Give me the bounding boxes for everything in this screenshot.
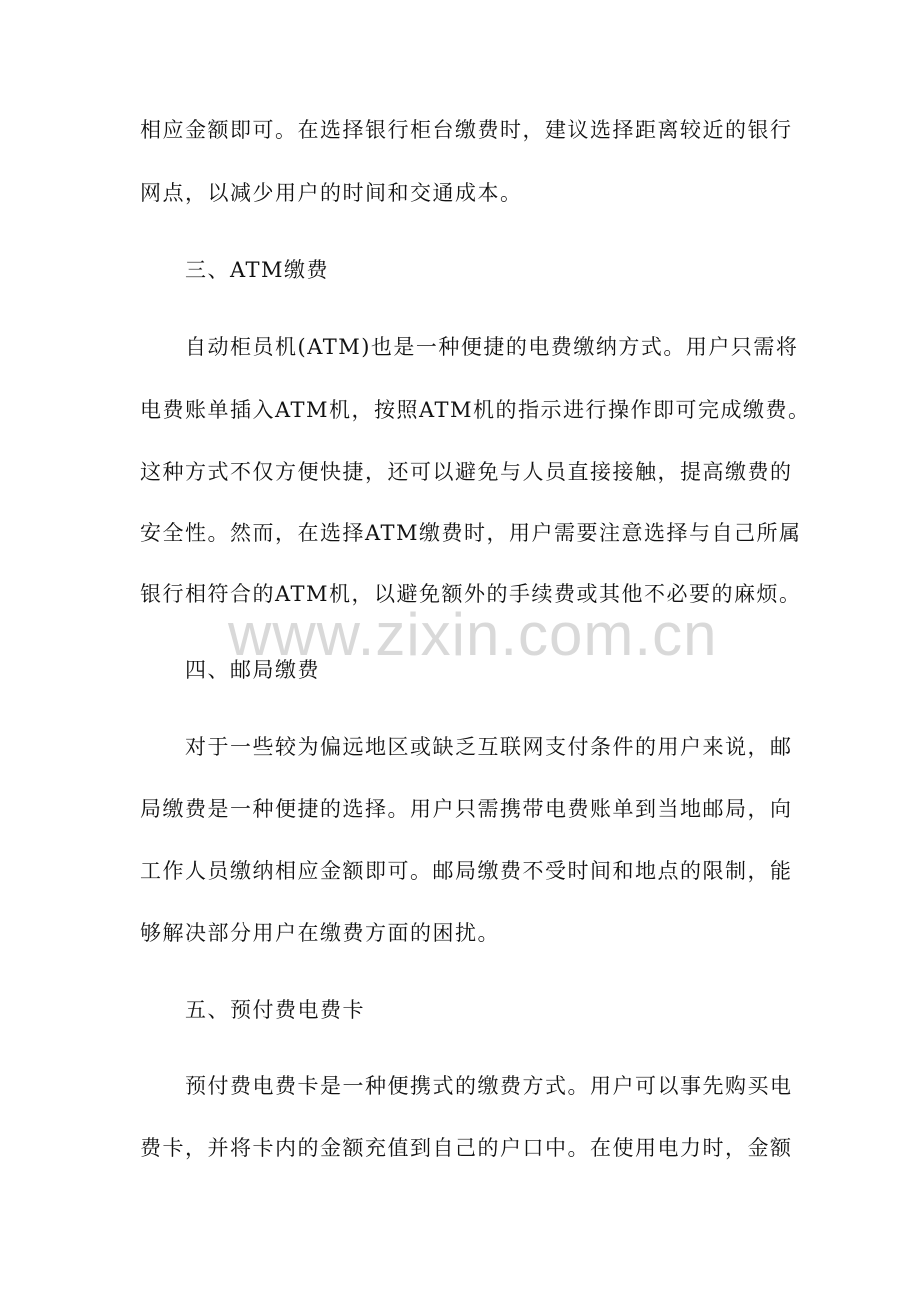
section-heading-prepaid-card: 五、预付费电费卡	[185, 998, 365, 1022]
paragraph-line: 费卡，并将卡内的金额充值到自己的户口中。在使用电力时，金额	[140, 1136, 793, 1160]
paragraph-line: 安全性。然而，在选择ATM缴费时，用户需要注意选择与自己所属	[140, 521, 802, 545]
section-heading-post-office: 四、邮局缴费	[185, 658, 320, 682]
paragraph-line: 银行相符合的ATM机，以避免额外的手续费或其他不必要的麻烦。	[140, 582, 802, 606]
paragraph-line: 够解决部分用户在缴费方面的困扰。	[140, 921, 500, 945]
paragraph-line: 这种方式不仅方便快捷，还可以避免与人员直接接触，提高缴费的	[140, 460, 793, 484]
paragraph-line: 工作人员缴纳相应金额即可。邮局缴费不受时间和地点的限制，能	[140, 859, 793, 883]
watermark: www.zixin.com.cn	[228, 601, 718, 668]
paragraph-line: 电费账单插入ATM机，按照ATM机的指示进行操作即可完成缴费。	[140, 398, 811, 422]
paragraph-line: 网点，以减少用户的时间和交通成本。	[140, 181, 523, 205]
paragraph-line: 对于一些较为偏远地区或缺乏互联网支付条件的用户来说，邮	[185, 735, 793, 759]
paragraph-line: 预付费电费卡是一种便携式的缴费方式。用户可以事先购买电	[185, 1074, 793, 1098]
paragraph-line: 相应金额即可。在选择银行柜台缴费时，建议选择距离较近的银行	[140, 118, 793, 142]
section-heading-atm: 三、ATM缴费	[185, 258, 330, 282]
paragraph-line: 局缴费是一种便捷的选择。用户只需携带电费账单到当地邮局，向	[140, 797, 793, 821]
paragraph-line: 自动柜员机(ATM)也是一种便捷的电费缴纳方式。用户只需将	[185, 335, 799, 359]
